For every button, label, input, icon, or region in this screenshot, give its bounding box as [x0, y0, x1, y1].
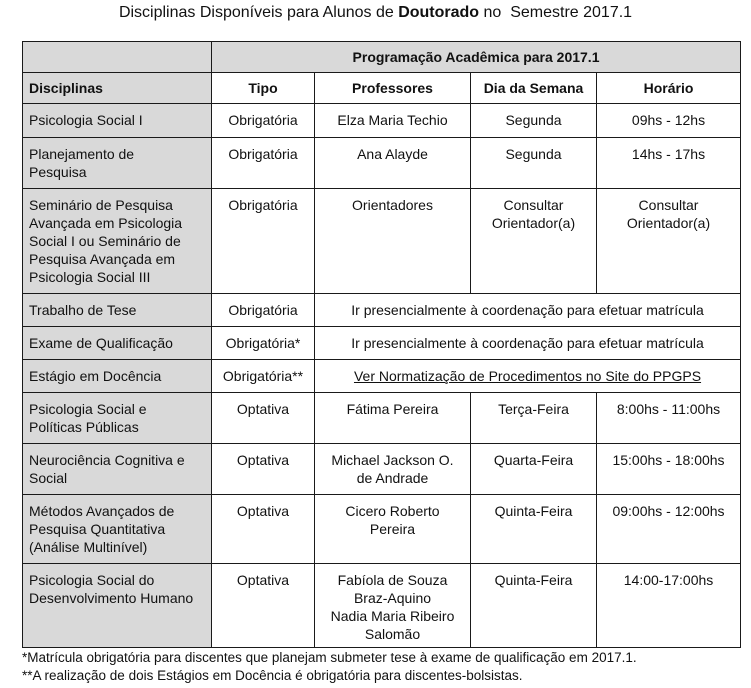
table-row — [23, 360, 741, 393]
table-row — [23, 564, 741, 648]
table-row — [23, 138, 741, 189]
cell-dia: Quarta-Feira — [471, 444, 597, 495]
cell-professores: Elza Maria Techio — [315, 104, 471, 138]
footnote-1: *Matrícula obrigatória para discentes que planejam submeter tese à exame de qualificação em 2017.1. — [22, 650, 637, 665]
cell-horario: 09hs - 12hs — [597, 104, 741, 138]
cell-dia: Quinta-Feira — [471, 495, 597, 564]
cell-disciplina: Neurociência Cognitiva e Social — [23, 444, 212, 495]
cell-disciplina: Planejamento de Pesquisa — [23, 138, 212, 189]
cell-horario: 15:00hs - 18:00hs — [597, 444, 741, 495]
cell-tipo: Optativa — [212, 495, 315, 564]
group-header: Programação Acadêmica para 2017.1 — [212, 42, 741, 73]
cell-disciplina: Estágio em Docência — [23, 360, 212, 393]
cell-tipo: Obrigatória — [212, 294, 315, 327]
col-header-tipo: Tipo — [212, 73, 315, 104]
cell-horario: 8:00hs - 11:00hs — [597, 393, 741, 444]
cell-professores: Fabíola de Souza Braz-Aquino Nadia Maria Ribeiro Salomão — [315, 564, 471, 648]
col-header-disciplinas: Disciplinas — [23, 73, 212, 104]
cell-horario: 09:00hs - 12:00hs — [597, 495, 741, 564]
cell-tipo: Optativa — [212, 444, 315, 495]
cell-disciplina: Psicologia Social I — [23, 104, 212, 138]
cell-disciplina: Exame de Qualificação — [23, 327, 212, 360]
cell-professores: Cicero Roberto Pereira — [315, 495, 471, 564]
footnote-2: **A realização de dois Estágios em Docência é obrigatória para discentes-bolsistas. — [22, 668, 523, 683]
table-row — [23, 393, 741, 444]
cell-disciplina: Trabalho de Tese — [23, 294, 212, 327]
cell-tipo: Obrigatória* — [212, 327, 315, 360]
table-row — [23, 104, 741, 138]
table-row — [23, 327, 741, 360]
cell-tipo: Optativa — [212, 393, 315, 444]
cell-professores: Fátima Pereira — [315, 393, 471, 444]
cell-disciplina: Psicologia Social do Desenvolvimento Humano — [23, 564, 212, 648]
cell-merged-link-cell — [315, 360, 741, 393]
title-suffix: no Semestre 2017.1 — [479, 4, 633, 21]
cell-dia: Segunda — [471, 138, 597, 189]
cell-professores: Orientadores — [315, 189, 471, 294]
empty-header-cell — [23, 42, 212, 73]
cell-tipo: Obrigatória** — [212, 360, 315, 393]
col-header-professores: Professores — [315, 73, 471, 104]
table-row — [23, 294, 741, 327]
cell-professores: Michael Jackson O. de Andrade — [315, 444, 471, 495]
title-prefix: Disciplinas Disponíveis para Alunos de — [118, 4, 399, 21]
cell-horario: 14hs - 17hs — [597, 138, 741, 189]
schedule-table — [22, 41, 741, 648]
group-header-row — [23, 42, 741, 73]
column-header-row — [23, 73, 741, 104]
cell-disciplina: Métodos Avançados de Pesquisa Quantitativa (Análise Multinível) — [23, 495, 212, 564]
cell-tipo: Obrigatória — [212, 104, 315, 138]
page-title — [0, 3, 751, 23]
cell-disciplina: Psicologia Social e Políticas Públicas — [23, 393, 212, 444]
table-row — [23, 495, 741, 564]
cell-dia: Quinta-Feira — [471, 564, 597, 648]
cell-merged-note: Ir presencialmente à coordenação para efetuar matrícula — [315, 294, 741, 327]
cell-tipo: Obrigatória — [212, 138, 315, 189]
table-row — [23, 444, 741, 495]
procedures-link[interactable]: Ver Normatização de Procedimentos no Site do PPGPS — [353, 368, 702, 384]
title-bold: Doutorado — [398, 4, 480, 21]
cell-professores: Ana Alayde — [315, 138, 471, 189]
cell-tipo: Obrigatória — [212, 189, 315, 294]
cell-dia: Segunda — [471, 104, 597, 138]
cell-dia: Terça-Feira — [471, 393, 597, 444]
col-header-dia: Dia da Semana — [471, 73, 597, 104]
cell-tipo: Optativa — [212, 564, 315, 648]
cell-merged-note: Ir presencialmente à coordenação para efetuar matrícula — [315, 327, 741, 360]
cell-dia: Consultar Orientador(a) — [471, 189, 597, 294]
cell-horario: 14:00-17:00hs — [597, 564, 741, 648]
table-row — [23, 189, 741, 294]
cell-horario: Consultar Orientador(a) — [597, 189, 741, 294]
col-header-horario: Horário — [597, 73, 741, 104]
cell-disciplina: Seminário de Pesquisa Avançada em Psicologia Social I ou Seminário de Pesquisa Avançada em Psicologia Social III — [23, 189, 212, 294]
